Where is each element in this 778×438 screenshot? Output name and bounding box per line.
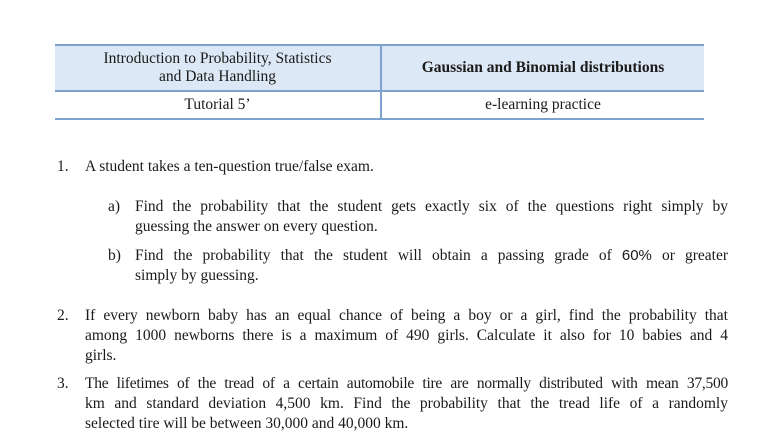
topic-title: Gaussian and Binomial distributions xyxy=(381,45,704,91)
mode-label: e-learning practice xyxy=(381,91,704,119)
question-number: 3. xyxy=(57,375,69,392)
question-text-line2: among 1000 newborns there is a maximum of 490 girls. Calculate it also for 10 babies and 4 xyxy=(85,327,728,344)
tutorial-label: Tutorial 5’ xyxy=(55,91,381,119)
question-text-line2: km and standard deviation 4,500 km. Find the probability that the tread life of a randomly xyxy=(85,395,728,412)
part-text-pre: Find the probability that the student will obtain a passing grade of xyxy=(135,247,622,264)
question-text-line1: If every newborn baby has an equal chance of being a boy or a girl, find the probability that xyxy=(85,307,728,324)
course-title-line2: and Data Handling xyxy=(158,68,277,85)
part-label: a) xyxy=(108,198,121,215)
question-number: 1. xyxy=(57,158,69,175)
header-row-bottom xyxy=(55,91,704,119)
part-label: b) xyxy=(108,247,121,264)
header-row-top xyxy=(55,45,704,91)
question-text-line3: girls. xyxy=(85,347,117,364)
part-text-line2: simply by guessing. xyxy=(135,267,259,284)
course-title-line1: Introduction to Probability, Statistics xyxy=(103,50,332,67)
part-text-line2: guessing the answer on every question. xyxy=(135,218,378,235)
course-title-cell xyxy=(55,45,381,91)
question-number: 2. xyxy=(57,307,69,324)
part-text-post: or greater xyxy=(651,247,728,264)
part-text-line1 xyxy=(135,246,728,266)
course-header-table xyxy=(55,44,704,120)
question-text-line1: The lifetimes of the tread of a certain automobile tire are normally distributed with mean 37,500 xyxy=(85,375,728,392)
question-text-line3: selected tire will be between 30,000 and 40,000 km. xyxy=(85,415,409,432)
passing-grade-value: 60% xyxy=(621,247,652,264)
question-text: A student takes a ten-question true/false exam. xyxy=(85,158,374,175)
part-text-line1: Find the probability that the student gets exactly six of the questions right simply by xyxy=(135,198,728,215)
